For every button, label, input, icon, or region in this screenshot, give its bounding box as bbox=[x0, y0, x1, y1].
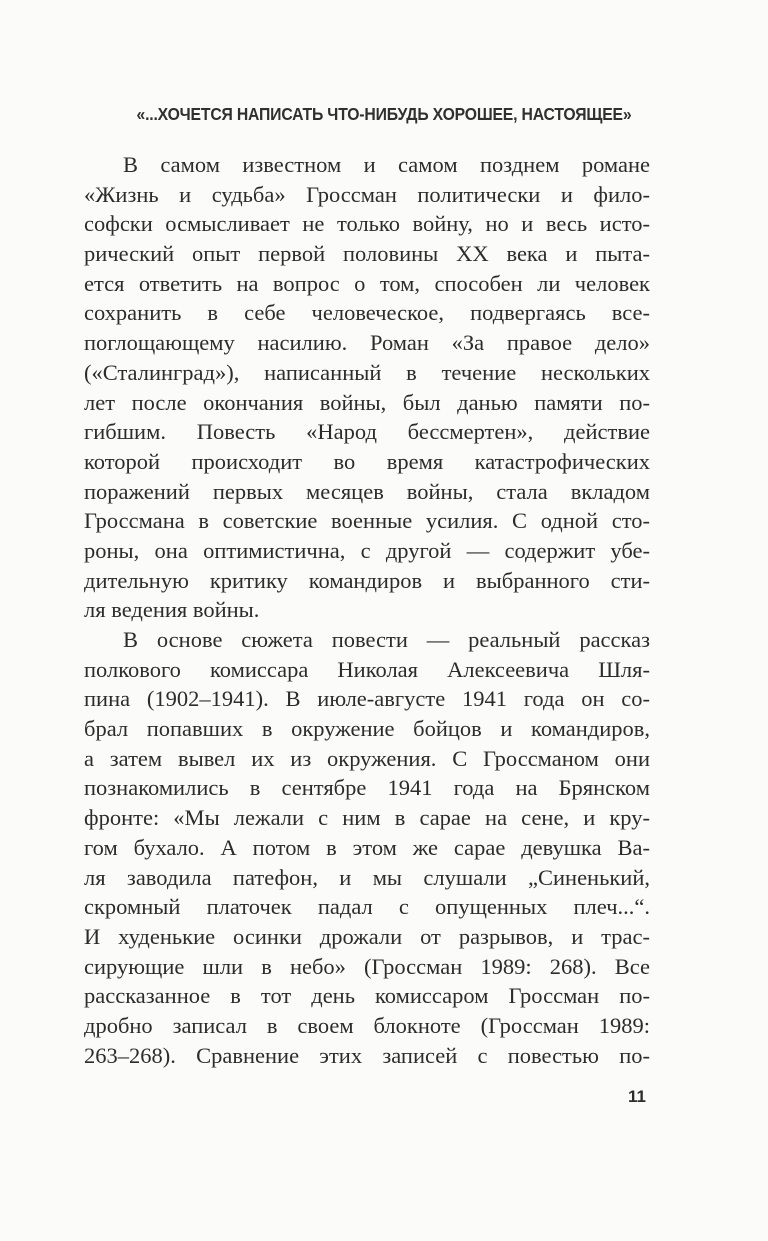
text-line: пина (1902–1941). В июле-августе 1941 года он со- bbox=[84, 686, 650, 712]
body-text bbox=[84, 150, 650, 1070]
text-line: роны, она оптимистична, с другой — содержит убе- bbox=[84, 537, 650, 563]
text-line: В основе сюжета повести — реальный рассказ bbox=[123, 627, 650, 652]
text-line: И худенькие осинки дрожали от разрывов, и трас- bbox=[84, 923, 650, 949]
text-line: поражений первых месяцев войны, стала вкладом bbox=[84, 478, 650, 504]
running-head: «...ХОЧЕТСЯ НАПИСАТЬ ЧТО-НИБУДЬ ХОРОШЕЕ, НАСТОЯЩЕЕ» bbox=[136, 104, 632, 124]
text-line: гибшим. Повесть «Народ бессмертен», действие bbox=[84, 419, 650, 445]
text-line: брал попавших в окружение бойцов и командиров, bbox=[84, 716, 650, 742]
text-line: полкового комиссара Николая Алексеевича Шля- bbox=[84, 656, 650, 682]
text-line: дительную критику командиров и выбранного сти- bbox=[84, 567, 650, 593]
text-line: рический опыт первой половины XX века и пыта- bbox=[84, 241, 650, 267]
text-line: ля ведения войны. bbox=[84, 597, 260, 623]
text-line: 263–268). Сравнение этих записей с повестью по- bbox=[84, 1042, 650, 1068]
text-line: скромный платочек падал с опущенных плеч...“. bbox=[84, 894, 650, 920]
text-line: «Жизнь и судьба» Гроссман политически и фило- bbox=[84, 181, 650, 207]
text-line: ля заводила патефон, и мы слушали „Синенький, bbox=[84, 864, 650, 890]
text-line: гом бухало. А потом в этом же сарае девушка Ва- bbox=[84, 834, 650, 860]
page-number: 11 bbox=[628, 1087, 646, 1106]
text-line: софски осмысливает не только войну, но и весь исто- bbox=[84, 211, 650, 237]
text-line: Гроссмана в советские военные усилия. С одной сто- bbox=[84, 508, 650, 534]
text-line: фронте: «Мы лежали с ним в сарае на сене, и кру- bbox=[84, 805, 650, 831]
text-line: дробно записал в своем блокноте (Гроссман 1989: bbox=[84, 1012, 650, 1038]
text-line: сохранить в себе человеческое, подвергаясь все- bbox=[84, 300, 650, 326]
text-line: («Сталинград»), написанный в течение нескольких bbox=[84, 359, 650, 385]
text-line: В самом известном и самом позднем романе bbox=[123, 152, 650, 177]
text-line: поглощающему насилию. Роман «За правое дело» bbox=[84, 330, 650, 356]
text-line: познакомились в сентябре 1941 года на Брянском bbox=[84, 775, 650, 801]
text-line: рассказанное в тот день комиссаром Гроссман по- bbox=[84, 983, 650, 1009]
text-line: ется ответить на вопрос о том, способен ли человек bbox=[84, 270, 650, 296]
text-line: которой происходит во время катастрофических bbox=[84, 448, 650, 474]
text-line: лет после окончания войны, был данью памяти по- bbox=[84, 389, 650, 415]
text-line: а затем вывел их из окружения. С Гроссманом они bbox=[84, 745, 650, 771]
text-line: сирующие шли в небо» (Гроссман 1989: 268). Все bbox=[84, 953, 650, 979]
